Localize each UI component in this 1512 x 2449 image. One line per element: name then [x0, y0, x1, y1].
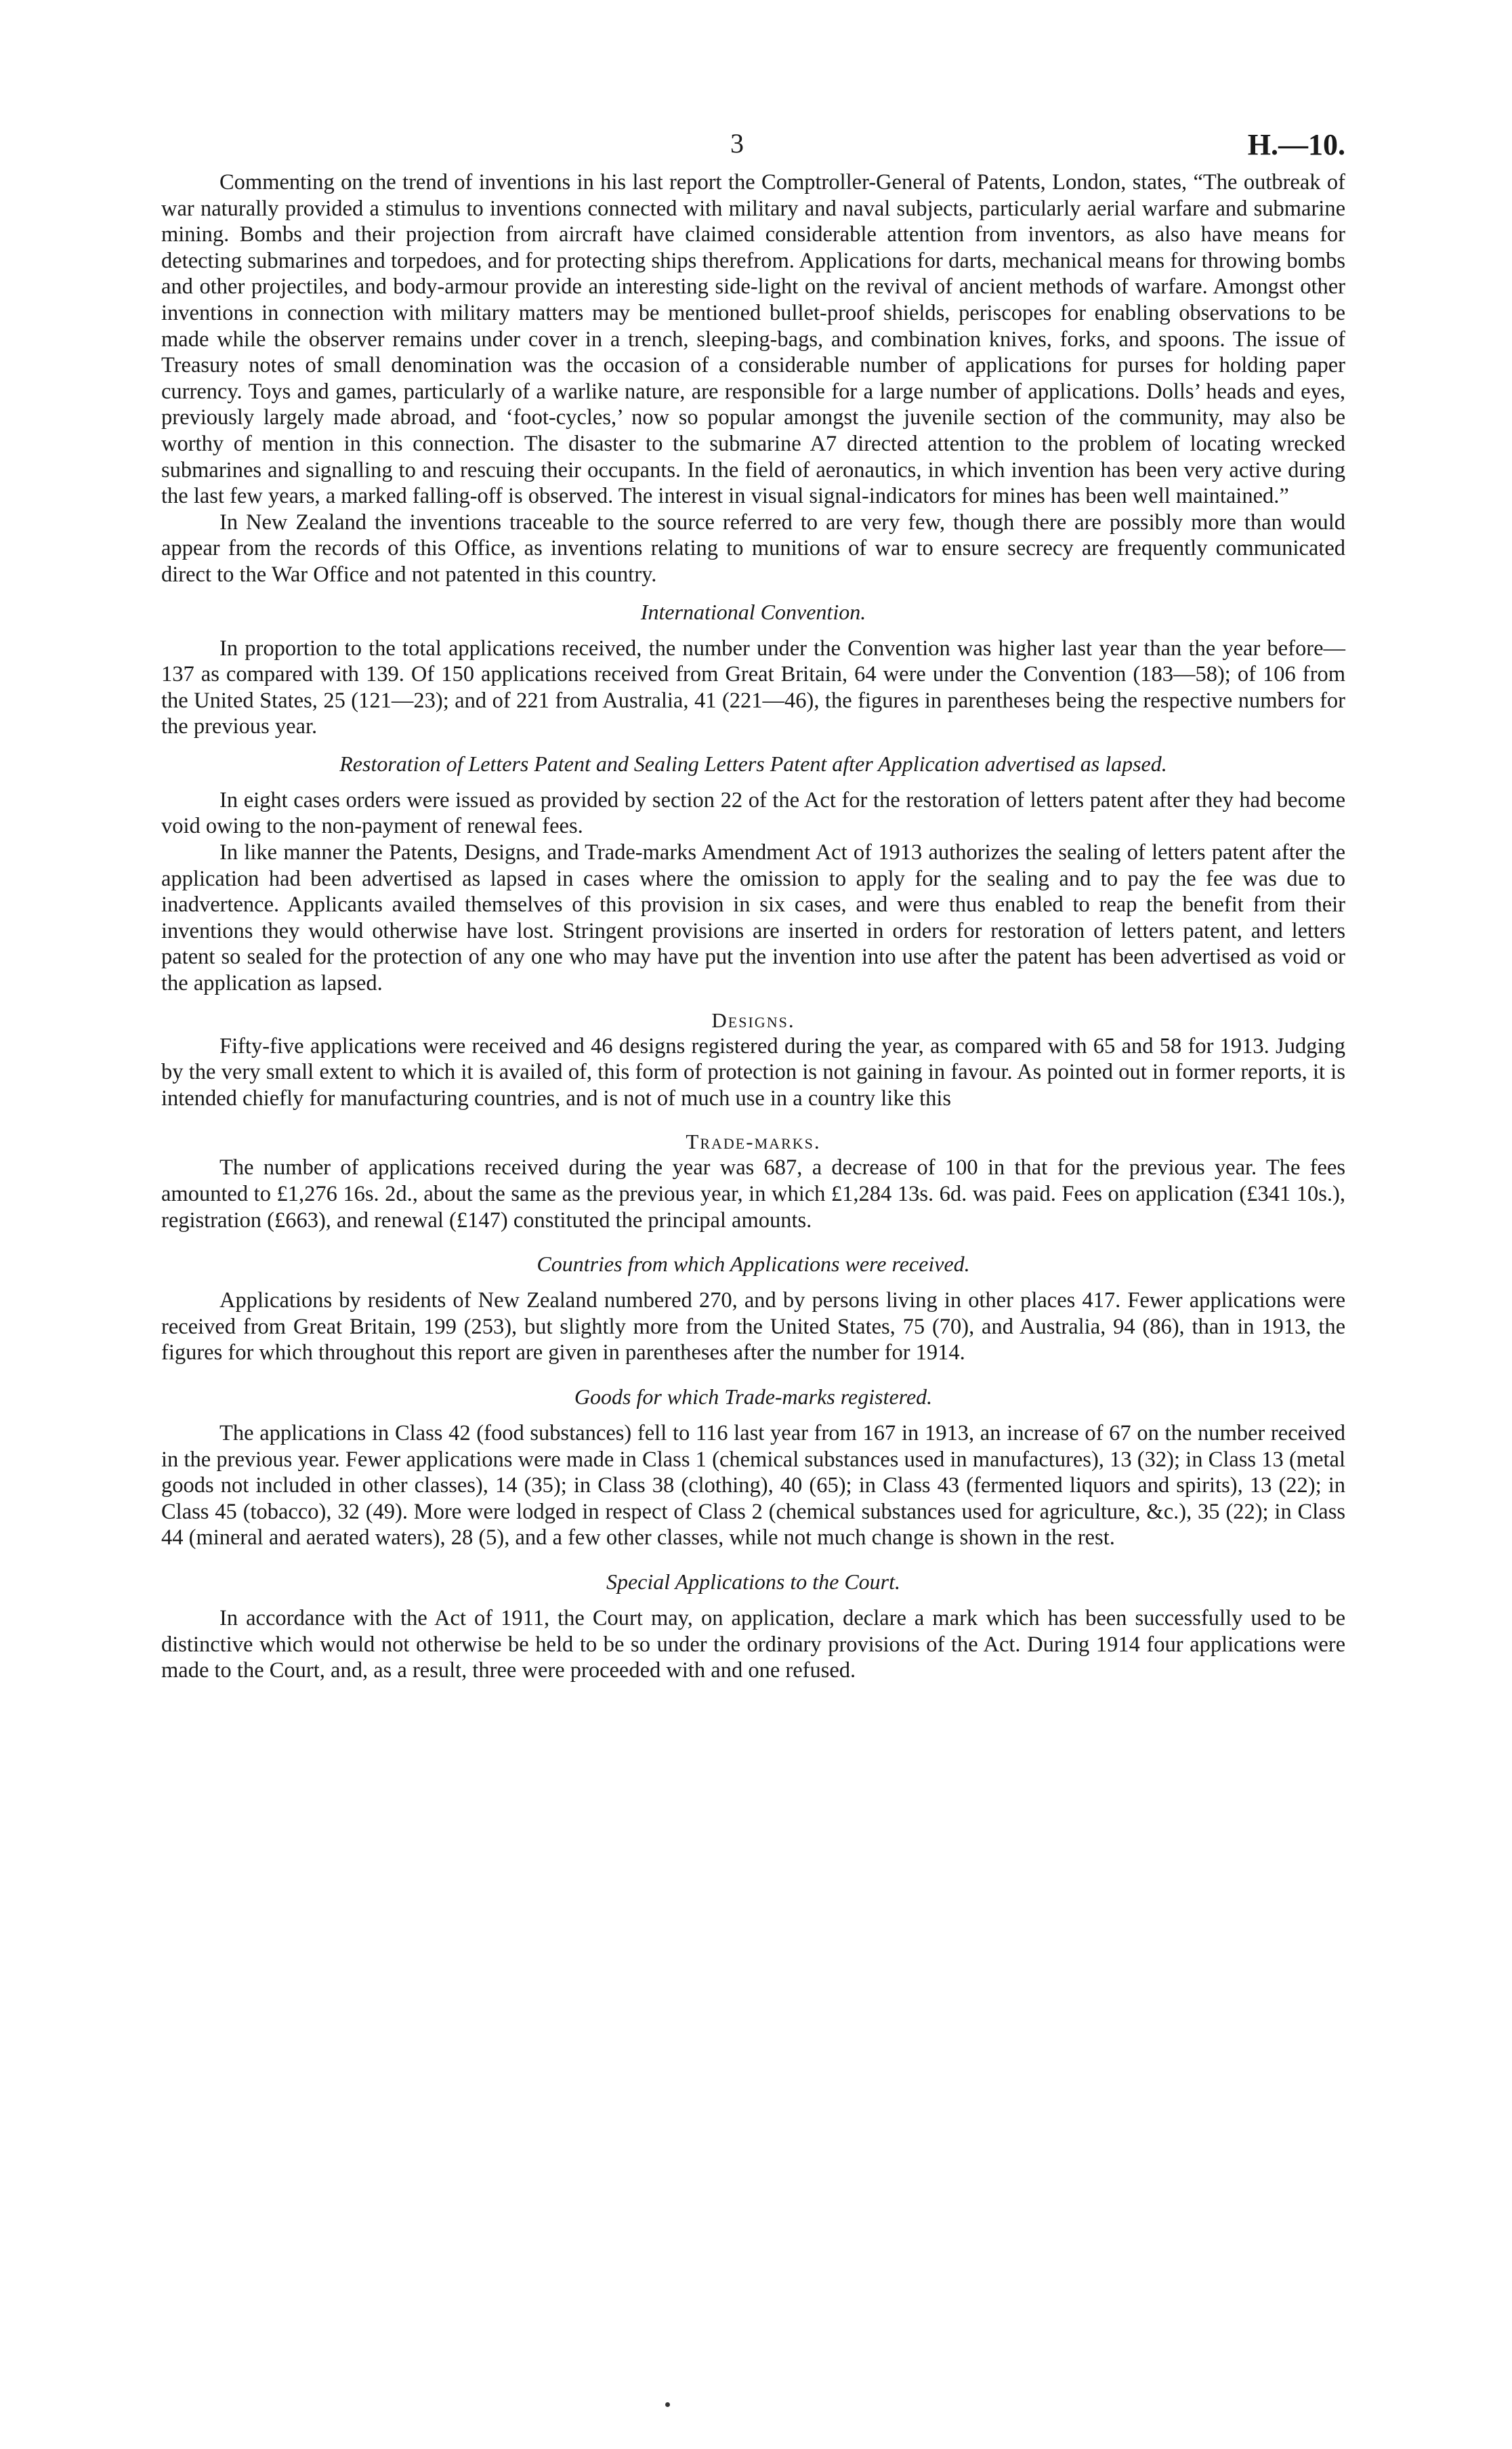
heading-trade-marks: Trade-marks. — [686, 1130, 821, 1154]
heading-designs: Designs. — [711, 1008, 795, 1032]
paragraph-new-zealand-inventions: In New Zealand the inventions traceable to the source referred to are very few, though there are possibly more than would appear from the records of this Office, as inventions relating to munitions of war to ensure secrecy are frequently communicated direct to the War Office and not patented in this country. — [161, 510, 1345, 587]
heading-special-applications: Special Applications to the Court. — [606, 1569, 901, 1594]
print-speck — [665, 2402, 670, 2407]
heading-goods: Goods for which Trade-marks registered. — [574, 1384, 933, 1409]
paragraph-restoration-orders: In eight cases orders were issued as provided by section 22 of the Act for the restoration of letters patent after they had become void owing to the non-payment of renewal fees. — [161, 787, 1345, 839]
page-number: 3 — [730, 128, 744, 159]
paragraph-trade-marks: The number of applications received during the year was 687, a decrease of 100 in that for the previous year. The fees amounted to £1,276 16s. 2d., about the same as the previous year, in which £1,284 13s. 6d. was paid. Fees on application (£341 10s.), registration (£663), and renewal (£147) constituted the principal amounts. — [161, 1155, 1345, 1233]
page-header — [161, 122, 1345, 169]
paragraph-special-applications: In accordance with the Act of 1911, the Court may, on application, declare a mark which has been successfully used to be distinctive which would not otherwise be held to be so under the ordinary provisions of the Act. During 1914 four applications were made to the Court, and, as a result, three were proceeded with and one refused. — [161, 1605, 1345, 1683]
heading-restoration: Restoration of Letters Patent and Sealing Letters Patent after Application advertised as lapsed. — [339, 751, 1167, 776]
document-reference: H.—10. — [1247, 128, 1345, 161]
paragraph-international-convention: In proportion to the total applications received, the number under the Convention was higher last year than the year before—137 as compared with 139. Of 150 applications received from Great Britain, 64 were under the Convention (183—58); of 106 from the United States, 25 (121—23); and of 221 from Australia, 41 (221—46), the figures in parentheses being the respective numbers for the previous year. — [161, 636, 1345, 739]
paragraph-restoration-sealing: In like manner the Patents, Designs, and Trade-marks Amendment Act of 1913 authorizes the sealing of letters patent after the application had been advertised as lapsed in cases where the omission to apply for the sealing and to pay the fee was due to inadvertence. Applicants availed themselves of this provision in six cases, and were thus enabled to reap the benefit from their inventions they would otherwise have lost. Stringent provisions are inserted in orders for restoration of letters patent, and letters patent so sealed for the protection of any one who may have put the invention into use after the patent has been advertised as void or the application as lapsed. — [161, 840, 1345, 996]
paragraph-countries: Applications by residents of New Zealand numbered 270, and by persons living in other places 417. Fewer applications were received from Great Britain, 199 (253), but slightly more from the United States, 75 (70), and Australia, 94 (86), than in 1913, the figures for which throughout this report are given in parentheses after the number for 1914. — [161, 1288, 1345, 1365]
heading-international-convention: International Convention. — [640, 599, 866, 624]
paragraph-goods: The applications in Class 42 (food substances) fell to 116 last year from 167 in 1913, an increase of 67 on the number received in the previous year. Fewer applications were made in Class 1 (chemical substances used in manufactures), 13 (32); in Class 13 (metal goods not included in other classes), 14 (35); in Class 38 (clothing), 40 (65); in Class 43 (fermented liquors and spirits), 13 (22); in Class 45 (tobacco), 32 (49). More were lodged in respect of Class 2 (chemical substances used for agriculture, &c.), 35 (22); in Class 44 (mineral and aerated waters), 28 (5), and a few other classes, while not much change is shown in the rest. — [161, 1420, 1345, 1550]
paragraph-designs: Fifty-five applications were received and 46 designs registered during the year, as compared with 65 and 58 for 1913. Judging by the very small extent to which it is availed of, this form of protection is not gaining in favour. As pointed out in former reports, it is intended chiefly for manufacturing countries, and is not of much use in a country like this — [161, 1033, 1345, 1111]
heading-countries: Countries from which Applications were received. — [537, 1252, 970, 1277]
document-page — [161, 122, 1345, 1684]
paragraph-comptroller-report: Commenting on the trend of inventions in his last report the Comptroller-General of Patents, London, states, “The outbreak of war naturally provided a stimulus to inventions connected with military and naval subjects, particularly aerial warfare and submarine mining. Bombs and their projection from aircraft have claimed considerable attention from inventors, as also have means for detecting submarines and torpedoes, and for protecting ships therefrom. Applications for darts, mechanical means for throwing bombs and other projectiles, and body-armour provide an interesting side-light on the revival of ancient methods of warfare. Amongst other inventions in connection with military matters may be mentioned bullet-proof shields, periscopes for enabling observations to be made while the observer remains under cover in a trench, sleeping-bags, and combination knives, forks, and spoons. The issue of Treasury notes of small denomination was the occasion of a considerable number of applications for purses for holding paper currency. Toys and games, particularly of a warlike nature, are responsible for a large number of applications. Dolls’ heads and eyes, previously largely made abroad, and ‘foot-cycles,’ now so popular amongst the juvenile section of the community, may also be worthy of mention in this connection. The disaster to the submarine A7 directed attention to the problem of locating wrecked submarines and signalling to and rescuing their occupants. In the field of aeronautics, in which invention has been very active during the last few years, a marked falling-off is observed. The interest in visual signal-indicators for mines has been well maintained.” — [161, 170, 1345, 509]
